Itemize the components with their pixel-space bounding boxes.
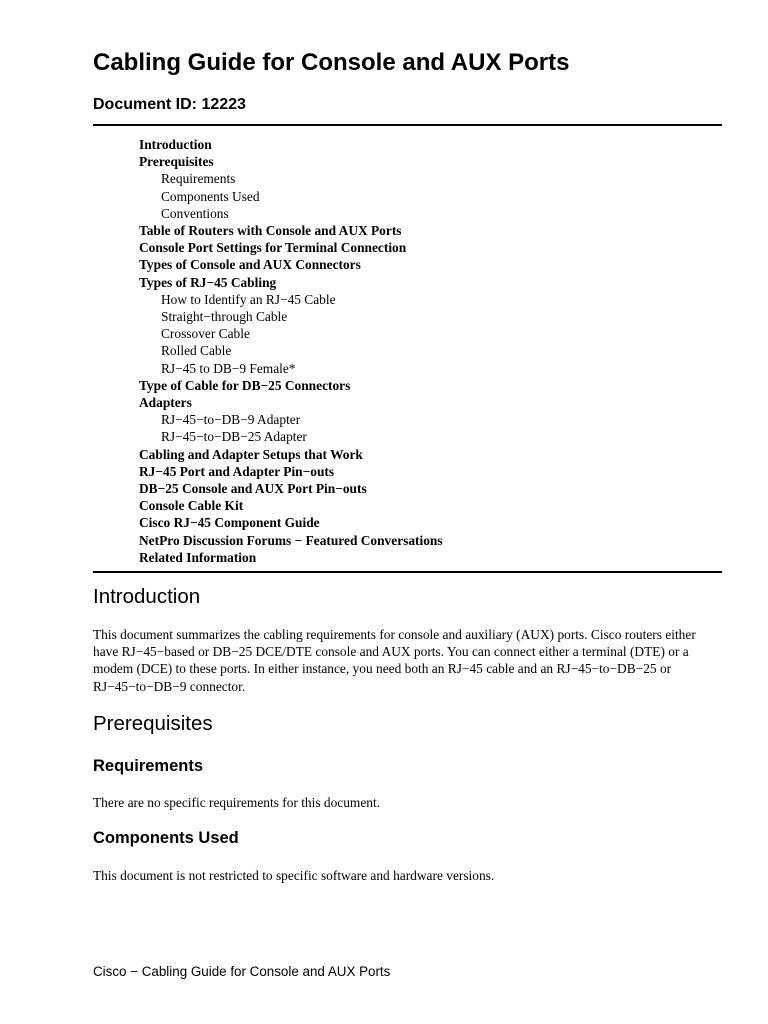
- toc-item[interactable]: Types of RJ−45 Cabling: [139, 274, 277, 290]
- document-title: Cabling Guide for Console and AUX Ports: [93, 49, 570, 76]
- toc-top-divider: [93, 124, 722, 126]
- toc-item[interactable]: Type of Cable for DB−25 Connectors: [139, 377, 351, 393]
- introduction-heading: Introduction: [93, 585, 201, 608]
- toc-item[interactable]: RJ−45 Port and Adapter Pin−outs: [139, 463, 335, 479]
- toc-item[interactable]: RJ−45−to−DB−25 Adapter: [161, 429, 307, 445]
- prerequisites-heading: Prerequisites: [93, 712, 213, 735]
- toc-item[interactable]: Introduction: [139, 137, 212, 152]
- toc-item[interactable]: Cisco RJ−45 Component Guide: [139, 515, 320, 531]
- toc-item[interactable]: RJ−45−to−DB−9 Adapter: [161, 412, 301, 428]
- toc-item[interactable]: Conventions: [161, 205, 229, 221]
- toc-item[interactable]: NetPro Discussion Forums − Featured Conversations: [139, 532, 443, 548]
- toc-item[interactable]: Prerequisites: [139, 154, 214, 170]
- toc-item[interactable]: DB−25 Console and AUX Port Pin−outs: [139, 481, 367, 497]
- toc-item[interactable]: Crossover Cable: [161, 326, 250, 342]
- toc-item[interactable]: RJ−45 to DB−9 Female*: [161, 360, 296, 376]
- components-used-paragraph: This document is not restricted to specific software and hardware versions.: [93, 868, 495, 883]
- toc-item[interactable]: Cabling and Adapter Setups that Work: [139, 446, 363, 462]
- toc-item[interactable]: Components Used: [161, 188, 260, 204]
- toc-item[interactable]: Straight−through Cable: [161, 309, 288, 325]
- requirements-paragraph: There are no specific requirements for this document.: [93, 795, 381, 810]
- toc-item[interactable]: Console Port Settings for Terminal Connection: [139, 240, 407, 256]
- toc-item[interactable]: Related Information: [139, 549, 257, 565]
- toc-item[interactable]: Table of Routers with Console and AUX Ports: [139, 223, 402, 239]
- toc-item[interactable]: Requirements: [161, 171, 236, 187]
- requirements-heading: Requirements: [93, 757, 204, 775]
- document-id: Document ID: 12223: [93, 96, 246, 113]
- table-of-contents: [139, 136, 443, 566]
- toc-item[interactable]: How to Identify an RJ−45 Cable: [161, 291, 336, 307]
- page-footer: Cisco − Cabling Guide for Console and AUX Ports: [93, 964, 391, 979]
- toc-item[interactable]: Adapters: [139, 395, 192, 411]
- toc-item[interactable]: Rolled Cable: [161, 343, 232, 359]
- toc-bottom-divider: [93, 571, 722, 573]
- components-used-heading: Components Used: [93, 829, 239, 847]
- toc-item[interactable]: Console Cable Kit: [139, 498, 244, 514]
- introduction-paragraph: This document summarizes the cabling requirements for console and auxiliary (AUX) ports. Cisco routers either have RJ−45−based or DB−25 DCE/DTE console and AUX ports. You can connect either a terminal (DTE) or a modem (DCE) to these ports. In either instance, you need both an RJ−45 cable and an RJ−45−to−DB−25 or RJ−45−to−DB−9 connector.: [93, 627, 696, 694]
- toc-item[interactable]: Types of Console and AUX Connectors: [139, 257, 361, 273]
